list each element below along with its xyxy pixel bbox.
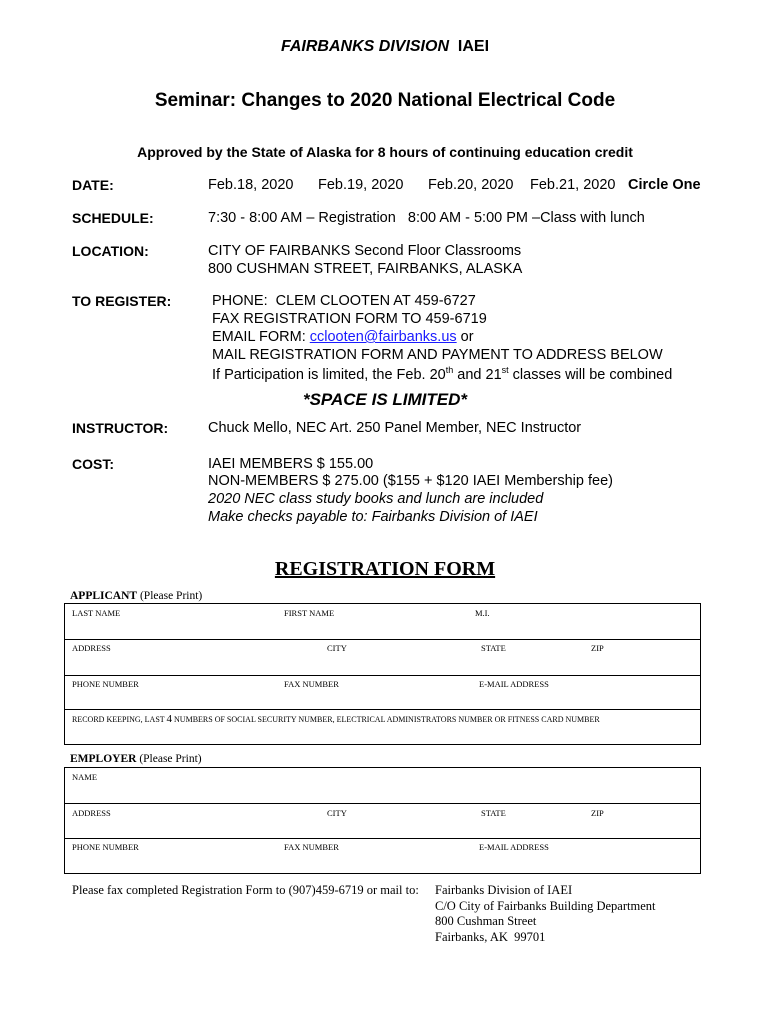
date-option-4[interactable]: Feb.21, 2020 bbox=[530, 177, 616, 193]
schedule-value: 7:30 - 8:00 AM – Registration 8:00 AM - 5:00 PM –Class with lunch bbox=[208, 210, 645, 226]
register-email-prefix: EMAIL FORM: bbox=[212, 329, 310, 345]
register-note-sup-2: st bbox=[501, 365, 509, 375]
employer-box bbox=[64, 767, 701, 874]
instructor-label: INSTRUCTOR: bbox=[72, 420, 169, 436]
record-keeping-field[interactable] bbox=[72, 713, 600, 725]
division-name: FAIRBANKS DIVISION bbox=[280, 38, 449, 55]
applicant-fax-field[interactable]: FAX NUMBER bbox=[284, 679, 339, 689]
applicant-phone-field[interactable]: PHONE NUMBER bbox=[72, 679, 139, 689]
schedule-label: SCHEDULE: bbox=[72, 210, 154, 226]
date-option-3[interactable]: Feb.20, 2020 bbox=[428, 177, 514, 193]
record-keeping-b: NUMBERS OF SOCIAL SECURITY NUMBER, ELECTRICAL ADMINISTRATORS NUMBER OR FITNESS CARD NUMBER bbox=[172, 715, 600, 724]
employer-state-field[interactable]: STATE bbox=[481, 808, 506, 818]
approval-note: Approved by the State of Alaska for 8 hours of continuing education credit bbox=[137, 144, 633, 160]
applicant-hint: (Please Print) bbox=[139, 590, 203, 602]
employer-name-field[interactable]: NAME bbox=[72, 772, 98, 782]
applicant-divider-3 bbox=[64, 709, 701, 710]
applicant-city-field[interactable]: CITY bbox=[327, 643, 347, 653]
register-note-c: classes will be combined bbox=[508, 366, 673, 383]
cost-note-books: 2020 NEC class study books and lunch are included bbox=[208, 491, 544, 507]
employer-hint: (Please Print) bbox=[139, 753, 202, 765]
first-name-field[interactable]: FIRST NAME bbox=[284, 608, 335, 618]
register-email-suffix: or bbox=[456, 329, 474, 345]
applicant-divider-2 bbox=[64, 675, 701, 676]
page-title: Seminar: Changes to 2020 National Electrical Code bbox=[154, 90, 616, 111]
applicant-label: APPLICANT bbox=[70, 590, 138, 602]
space-limited-banner: *SPACE IS LIMITED* bbox=[302, 390, 468, 409]
register-note-a: If Participation is limited, the Feb. 20 bbox=[212, 366, 446, 383]
register-label: TO REGISTER: bbox=[72, 293, 172, 309]
register-phone: PHONE: CLEM CLOOTEN AT 459-6727 bbox=[212, 293, 476, 309]
mail-address-line-4: Fairbanks, AK 99701 bbox=[435, 930, 546, 944]
applicant-state-field[interactable]: STATE bbox=[481, 643, 506, 653]
circle-one-note: Circle One bbox=[628, 177, 701, 193]
register-fax: FAX REGISTRATION FORM TO 459-6719 bbox=[212, 311, 487, 327]
date-option-2[interactable]: Feb.19, 2020 bbox=[318, 177, 404, 193]
employer-phone-field[interactable]: PHONE NUMBER bbox=[72, 842, 139, 852]
org-name: IAEI bbox=[457, 38, 490, 55]
cost-members: IAEI MEMBERS $ 155.00 bbox=[208, 456, 374, 472]
date-label: DATE: bbox=[72, 177, 114, 193]
instructor-value: Chuck Mello, NEC Art. 250 Panel Member, NEC Instructor bbox=[208, 420, 582, 436]
employer-address-field[interactable]: ADDRESS bbox=[72, 808, 111, 818]
employer-divider-1 bbox=[64, 803, 701, 804]
mail-address-line-2: C/O City of Fairbanks Building Department bbox=[435, 899, 656, 913]
record-keeping-4: 4 bbox=[166, 713, 173, 725]
applicant-address-field[interactable]: ADDRESS bbox=[72, 643, 111, 653]
applicant-zip-field[interactable]: ZIP bbox=[591, 643, 604, 653]
register-note bbox=[212, 365, 672, 383]
register-mail: MAIL REGISTRATION FORM AND PAYMENT TO ADDRESS BELOW bbox=[212, 347, 663, 363]
register-note-b: and 21 bbox=[453, 366, 502, 383]
last-name-field[interactable]: LAST NAME bbox=[72, 608, 121, 618]
cost-note-checks: Make checks payable to: Fairbanks Division of IAEI bbox=[208, 509, 538, 525]
registration-form-title: REGISTRATION FORM bbox=[274, 558, 496, 580]
mi-field[interactable]: M.I. bbox=[475, 608, 490, 618]
date-option-1[interactable]: Feb.18, 2020 bbox=[208, 177, 294, 193]
location-line-2: 800 CUSHMAN STREET, FAIRBANKS, ALASKA bbox=[208, 261, 523, 277]
register-email-link[interactable]: cclooten@fairbanks.us bbox=[309, 329, 457, 345]
location-line-1: CITY OF FAIRBANKS Second Floor Classrooms bbox=[208, 243, 522, 259]
employer-zip-field[interactable]: ZIP bbox=[591, 808, 604, 818]
employer-email-field[interactable]: E-MAIL ADDRESS bbox=[479, 842, 549, 852]
division-heading bbox=[0, 38, 770, 56]
mail-address-line-3: 800 Cushman Street bbox=[435, 914, 537, 928]
mail-instruction: Please fax completed Registration Form to (907)459-6719 or mail to: bbox=[72, 883, 419, 897]
applicant-email-field[interactable]: E-MAIL ADDRESS bbox=[479, 679, 549, 689]
record-keeping-a: RECORD KEEPING, LAST bbox=[72, 715, 167, 724]
register-note-sup-1: th bbox=[445, 365, 454, 375]
employer-label: EMPLOYER bbox=[70, 753, 137, 765]
employer-divider-2 bbox=[64, 838, 701, 839]
employer-heading bbox=[70, 753, 202, 765]
cost-label: COST: bbox=[72, 456, 114, 472]
mail-address-line-1: Fairbanks Division of IAEI bbox=[435, 883, 573, 897]
applicant-heading bbox=[70, 590, 202, 602]
employer-city-field[interactable]: CITY bbox=[327, 808, 347, 818]
applicant-divider-1 bbox=[64, 639, 701, 640]
employer-fax-field[interactable]: FAX NUMBER bbox=[284, 842, 339, 852]
location-label: LOCATION: bbox=[72, 243, 149, 259]
cost-nonmembers: NON-MEMBERS $ 275.00 ($155 + $120 IAEI Membership fee) bbox=[208, 473, 613, 489]
register-email-line bbox=[212, 329, 474, 345]
